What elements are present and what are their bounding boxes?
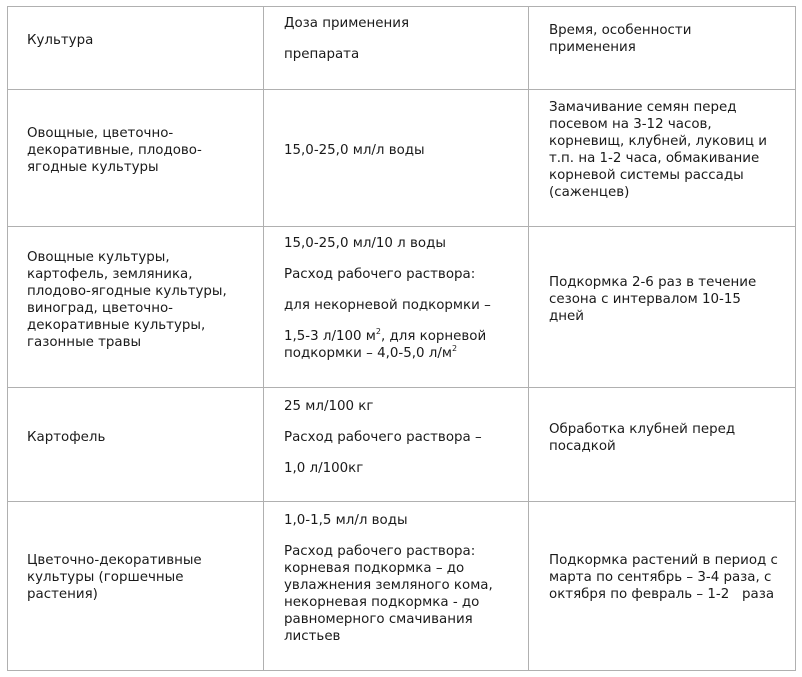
header-timing-line-2: применения — [549, 40, 636, 55]
cell-text: Овощные, цветочно- — [27, 126, 174, 141]
cell-text: Цветочно-декоративные — [27, 553, 202, 568]
cell-text: Расход рабочего раствора: — [284, 544, 476, 559]
row-divider-3 — [7, 387, 796, 388]
cell-text: Обработка клубней перед — [549, 422, 736, 437]
border-top — [7, 6, 796, 7]
border-left — [7, 6, 8, 671]
cell-text: 25 мл/100 кг — [284, 399, 374, 414]
cell-text: Подкормка растений в период с — [549, 553, 778, 568]
column-divider-2 — [528, 6, 529, 671]
cell-text: 15,0-25,0 мл/10 л воды — [284, 236, 446, 251]
cell-text: 1,0-1,5 мл/л воды — [284, 513, 408, 528]
cell-text: корневой системы рассады — [549, 168, 744, 183]
border-bottom — [7, 670, 796, 671]
cell-text: т.п. на 1-2 часа, обмакивание — [549, 151, 760, 166]
cell-text: корневищ, клубней, луковиц и — [549, 134, 767, 149]
row-divider-4 — [7, 501, 796, 502]
dose-text: , для корневой — [381, 329, 487, 344]
border-right — [795, 6, 796, 671]
cell-text: листьев — [284, 629, 341, 644]
cell-text: декоративные культуры, — [27, 318, 206, 333]
cell-text: дней — [549, 309, 584, 324]
header-dose-line-2: препарата — [284, 47, 360, 62]
cell-text: 1,0 л/100кг — [284, 461, 364, 476]
superscript: 2 — [451, 344, 458, 353]
dose-text: 1,5-3 л/100 м — [284, 329, 376, 344]
cell-text: некорневая подкормка - до — [284, 595, 480, 610]
cell-text: плодово-ягодные культуры, — [27, 284, 227, 299]
header-culture: Культура — [27, 33, 94, 48]
cell-text: (саженцев) — [549, 185, 630, 200]
cell-text: для некорневой подкормки – — [284, 298, 491, 313]
cell-text: посевом на 3-12 часов, — [549, 117, 712, 132]
cell-text: увлажнения земляного кома, — [284, 578, 493, 593]
cell-text: марта по сентябрь – 3-4 раза, с — [549, 570, 772, 585]
cell-text: газонные травы — [27, 335, 142, 350]
cell-text: равномерного смачивания — [284, 612, 473, 627]
cell-text: виноград, цветочно- — [27, 301, 173, 316]
row-divider-1 — [7, 89, 796, 90]
cell-text — [284, 345, 457, 362]
cell-text: октября по февраль – 1-2 раза — [549, 587, 775, 602]
column-divider-1 — [263, 6, 264, 671]
dose-text: подкормки – 4,0-5,0 л/м — [284, 346, 452, 361]
cell-text — [284, 328, 486, 345]
cell-text: растения) — [27, 587, 98, 602]
header-dose-line-1: Доза применения — [284, 16, 410, 31]
cell-text: Овощные культуры, — [27, 250, 170, 265]
cell-text: декоративные, плодово- — [27, 143, 202, 158]
cell-text: культуры (горшечные — [27, 570, 184, 585]
row-1-dose: 15,0-25,0 мл/л воды — [284, 143, 425, 158]
row-3-culture: Картофель — [27, 430, 106, 445]
cell-text: Расход рабочего раствора – — [284, 430, 482, 445]
row-divider-2 — [7, 226, 796, 227]
cell-text: картофель, земляника, — [27, 267, 193, 282]
header-timing-line-1: Время, особенности — [549, 23, 692, 38]
cell-text: сезона с интервалом 10-15 — [549, 292, 741, 307]
cell-text: Расход рабочего раствора: — [284, 267, 476, 282]
cell-text: корневая подкормка – до — [284, 561, 465, 576]
cell-text: Замачивание семян перед — [549, 100, 737, 115]
cell-text: Подкормка 2-6 раз в течение — [549, 275, 757, 290]
cell-text: ягодные культуры — [27, 160, 159, 175]
superscript: 2 — [375, 327, 381, 336]
cell-text: посадкой — [549, 439, 616, 454]
